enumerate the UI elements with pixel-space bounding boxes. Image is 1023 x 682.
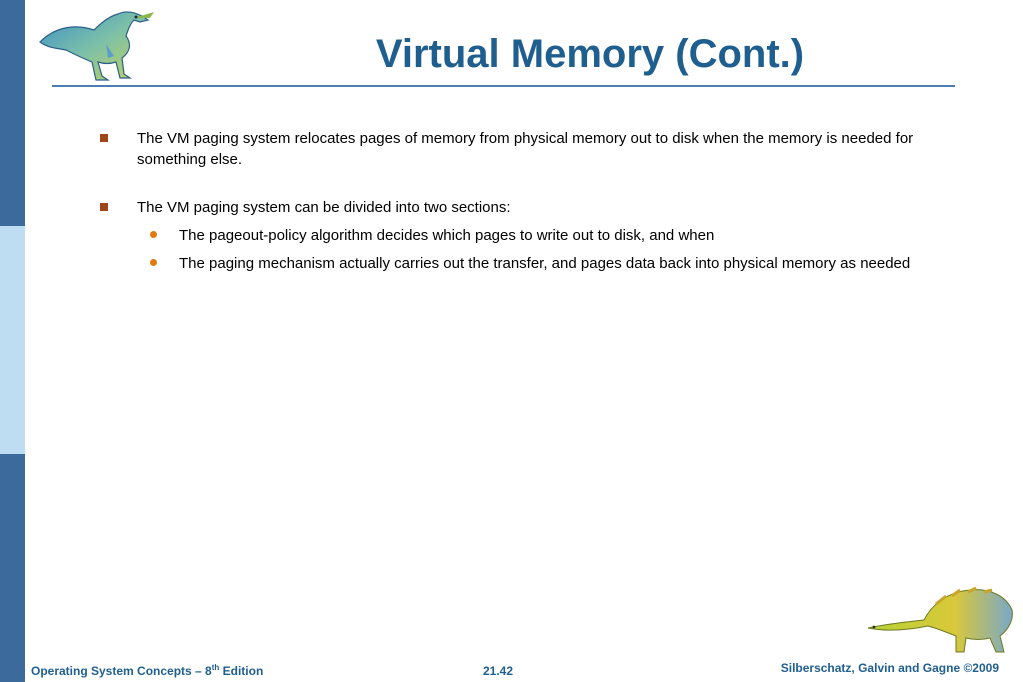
footer-book-title-suffix: Edition bbox=[219, 664, 264, 678]
bullet-item bbox=[100, 197, 940, 219]
round-bullet-icon bbox=[150, 231, 157, 238]
sub-bullet-item bbox=[150, 225, 940, 247]
footer-book-title bbox=[31, 663, 263, 678]
sub-bullet-item bbox=[150, 253, 940, 297]
sub-bullet-text: The paging mechanism actually carries out the transfer, and pages data back into physical memory as needed bbox=[179, 255, 911, 272]
square-bullet-icon bbox=[100, 134, 108, 142]
round-bullet-icon bbox=[150, 259, 157, 266]
bullet-text: The VM paging system can be divided into two sections: bbox=[137, 199, 511, 216]
page-number: 21.42 bbox=[483, 664, 514, 678]
dinosaur-drinking-icon bbox=[866, 582, 1016, 656]
footer-book-title-main: Operating System Concepts – 8 bbox=[31, 664, 212, 678]
sub-bullet-text: The pageout-policy algorithm decides which pages to write out to disk, and when bbox=[179, 227, 715, 244]
footer-copyright: Silberschatz, Galvin and Gagne ©2009 bbox=[780, 661, 999, 675]
bullet-text: The VM paging system relocates pages of memory from physical memory out to disk when the memory is needed for something else. bbox=[137, 130, 914, 168]
page-title: Virtual Memory (Cont.) bbox=[375, 32, 805, 76]
footer-book-title-superscript: th bbox=[211, 663, 220, 672]
bullet-item bbox=[100, 128, 940, 172]
square-bullet-icon bbox=[100, 203, 108, 211]
